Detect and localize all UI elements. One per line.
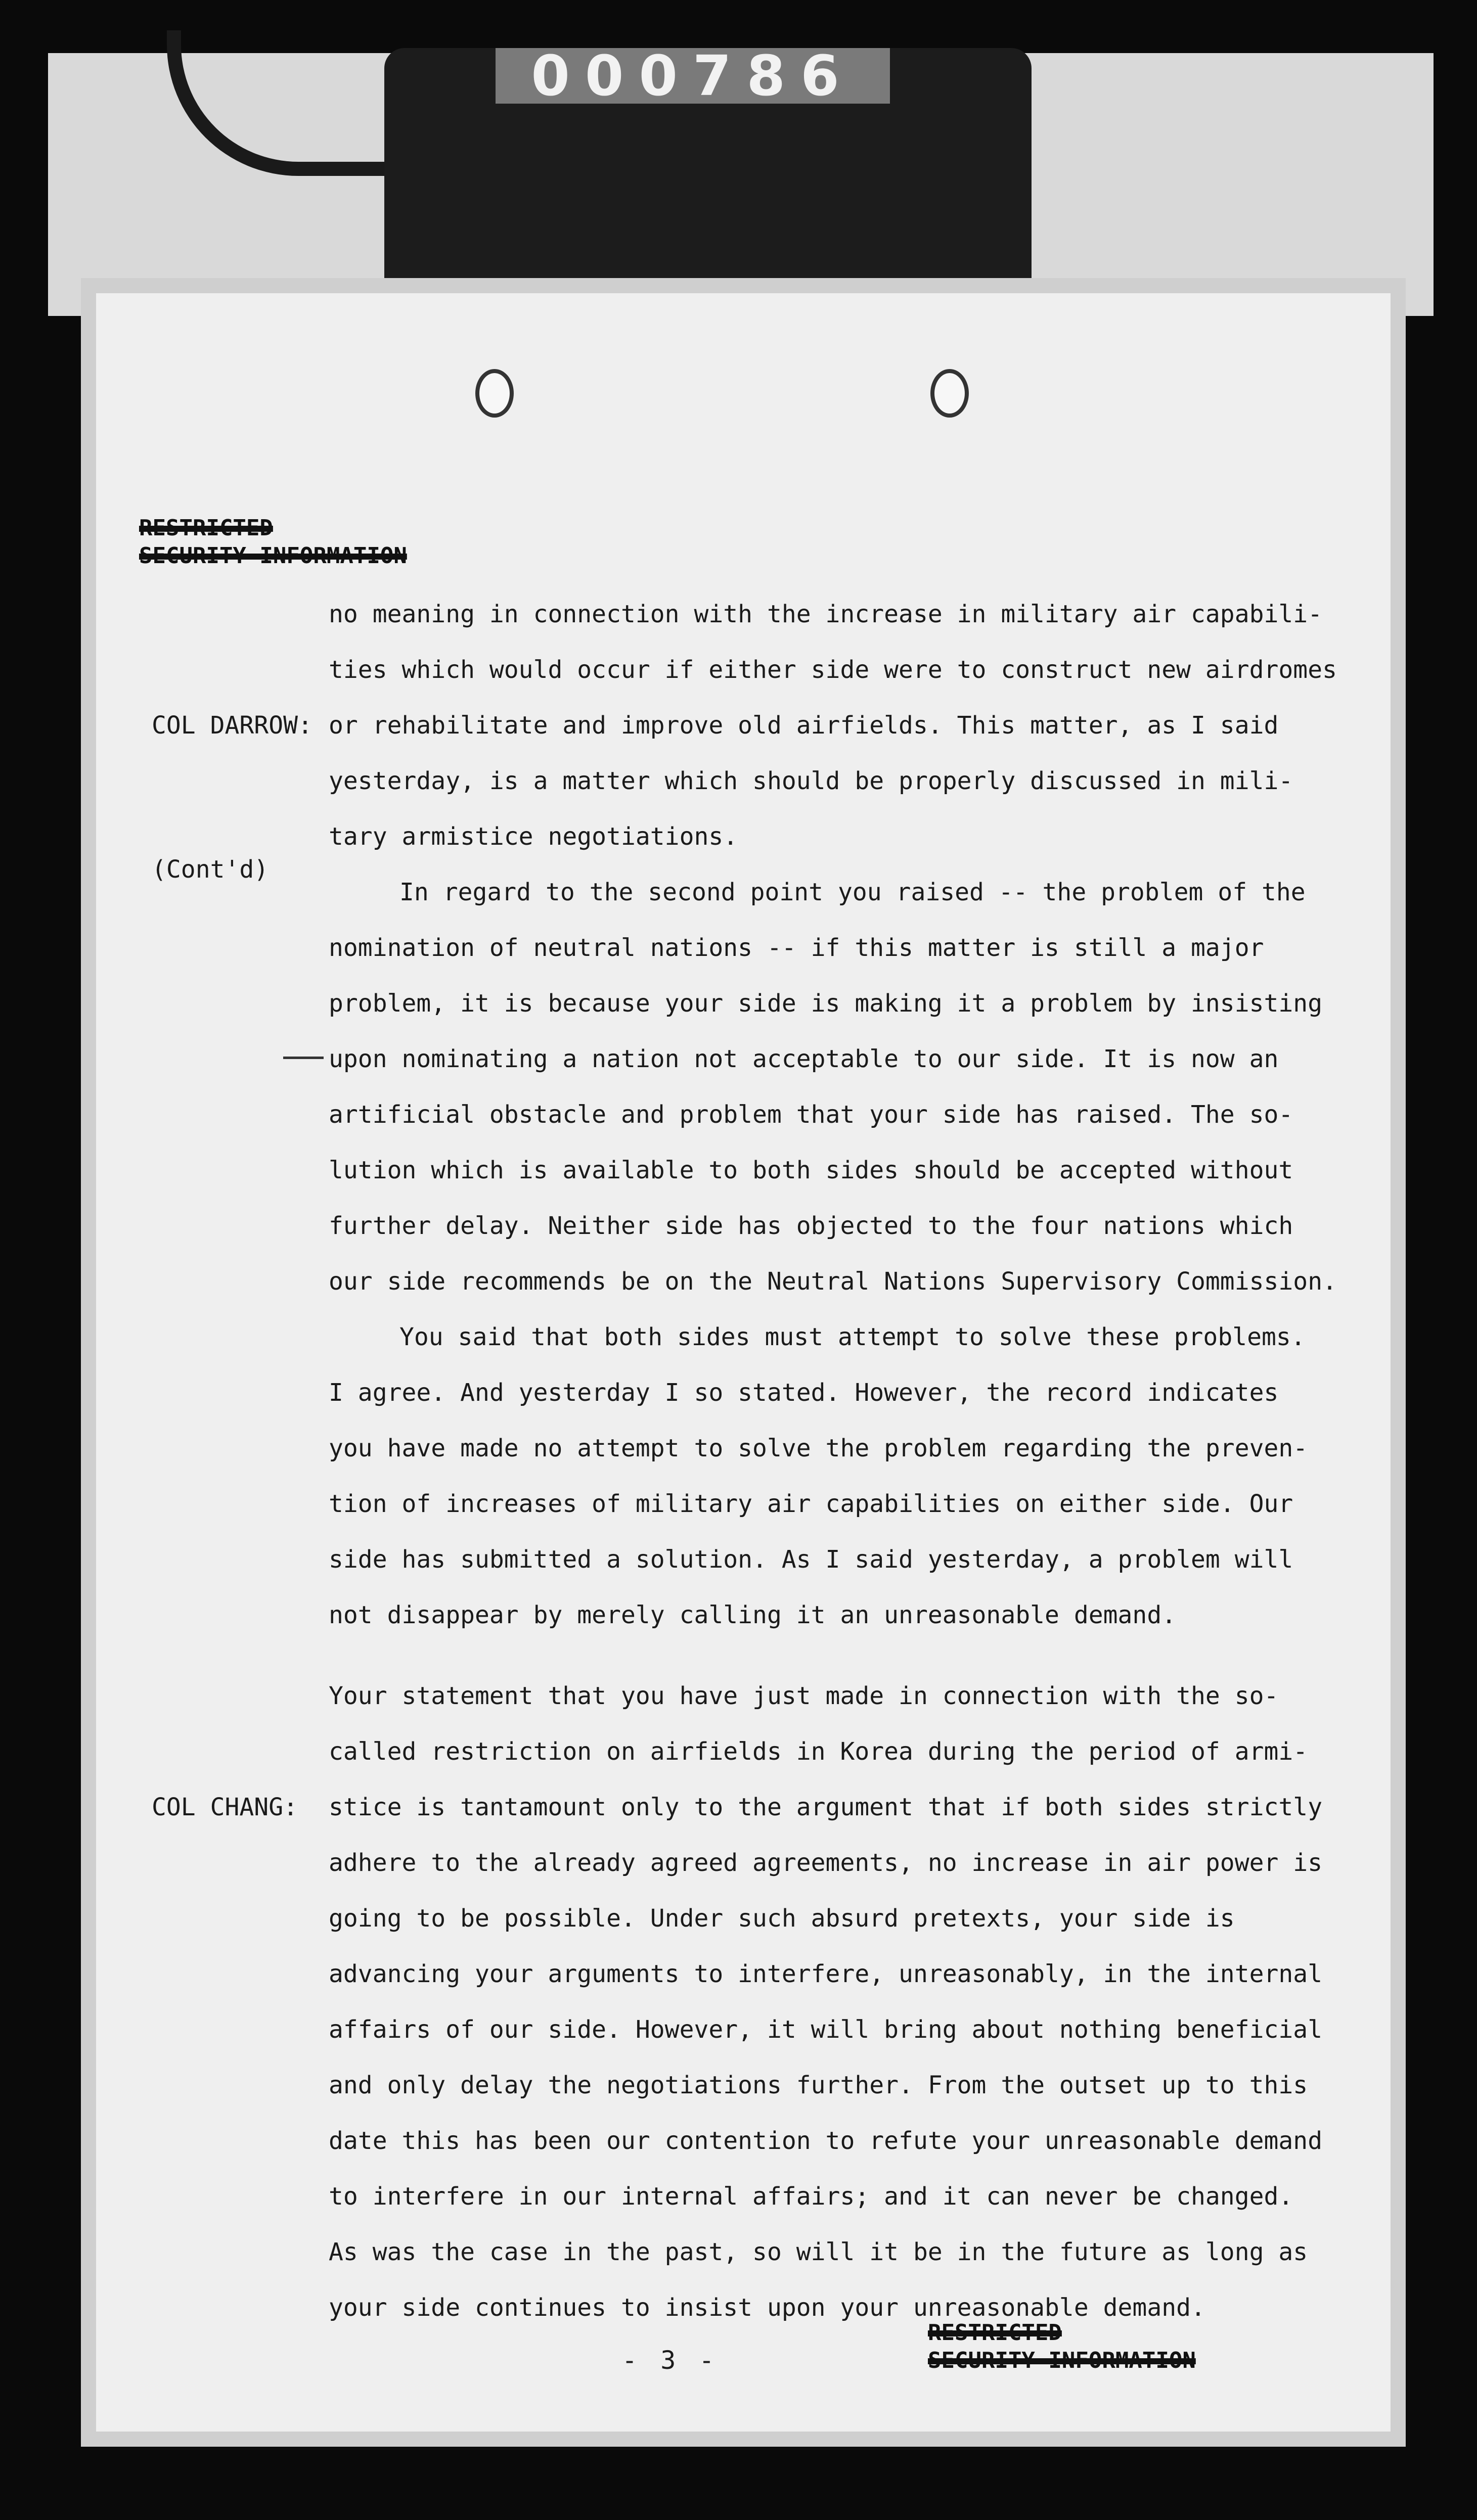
speaker-chang-name: COL CHANG: (152, 1793, 298, 1821)
text-line: not disappear by merely calling it an unreasonable demand. (329, 1601, 1177, 1629)
text-line: yesterday, is a matter which should be properly discussed in mili- (329, 767, 1293, 795)
text-line: stice is tantamount only to the argument that if both sides strictly (329, 1793, 1323, 1821)
speaker-darrow-continued: (Cont'd) (152, 855, 269, 884)
text-line: artificial obstacle and problem that your side has raised. The so- (329, 1101, 1293, 1129)
text-line: called restriction on airfields in Korea during the period of armi- (329, 1737, 1308, 1766)
text-line: and only delay the negotiations further. From the outset up to this (329, 2071, 1308, 2099)
chang-statement (329, 1668, 1323, 2335)
text-line: no meaning in connection with the increase in military air capabili- (329, 600, 1323, 628)
text-line: ties which would occur if either side were to construct new airdromes (329, 656, 1337, 684)
text-line: date this has been our contention to refute your unreasonable demand (329, 2127, 1323, 2155)
page-number: - 3 - (622, 2346, 719, 2375)
text-line: to interfere in our internal affairs; and it can never be changed. (329, 2182, 1293, 2211)
text-line: tary armistice negotiations. (329, 822, 738, 851)
text-line: side has submitted a solution. As I said yesterday, a problem will (329, 1545, 1293, 1574)
text-line: going to be possible. Under such absurd pretexts, your side is (329, 1904, 1235, 1933)
punch-hole-right (930, 369, 969, 418)
header-stamp-line1: RESTRICTED (139, 515, 273, 541)
text-line: our side recommends be on the Neutral Nations Supervisory Commission. (329, 1267, 1337, 1296)
text-line: you have made no attempt to solve the problem regarding the preven- (329, 1434, 1308, 1462)
darrow-statement (329, 586, 1337, 1643)
text-line: further delay. Neither side has objected to the four nations which (329, 1212, 1293, 1240)
text-line: You said that both sides must attempt to solve these problems. (399, 1323, 1306, 1351)
text-line: problem, it is because your side is making it a problem by insisting (329, 989, 1323, 1018)
footer-stamp-line1: RESTRICTED (928, 2320, 1062, 2346)
margin-dash (283, 1057, 324, 1059)
text-line: I agree. And yesterday I so stated. However, the record indicates (329, 1379, 1279, 1407)
speaker-darrow-name: COL DARROW: (152, 711, 312, 740)
text-line: tion of increases of military air capabilities on either side. Our (329, 1490, 1293, 1518)
document-page (96, 293, 1391, 2432)
text-line: Your statement that you have just made in connection with the so- (329, 1682, 1279, 1710)
speaker-chang (152, 1668, 298, 1946)
text-line: upon nominating a nation not acceptable to our side. It is now an (329, 1045, 1279, 1073)
text-line: lution which is available to both sides should be accepted without (329, 1156, 1293, 1184)
text-line: advancing your arguments to interfere, unreasonably, in the internal (329, 1960, 1323, 1988)
text-line: nomination of neutral nations -- if this matter is still a major (329, 934, 1264, 962)
frame-counter: 000786 (496, 48, 890, 104)
header-stamp-line2: SECURITY INFORMATION (139, 543, 407, 569)
text-line: As was the case in the past, so will it be in the future as long as (329, 2238, 1308, 2266)
footer-stamp-line2: SECURITY INFORMATION (928, 2348, 1196, 2373)
punch-hole-left (475, 369, 514, 418)
text-line: or rehabilitate and improve old airfields. This matter, as I said (329, 711, 1279, 740)
speaker-darrow (152, 586, 312, 1009)
text-line: adhere to the already agreed agreements, no increase in air power is (329, 1849, 1323, 1877)
text-line: In regard to the second point you raised -- the problem of the (399, 878, 1306, 906)
text-line: your side continues to insist upon your unreasonable demand. (329, 2294, 1205, 2322)
text-line: affairs of our side. However, it will bring about nothing beneficial (329, 2015, 1323, 2044)
